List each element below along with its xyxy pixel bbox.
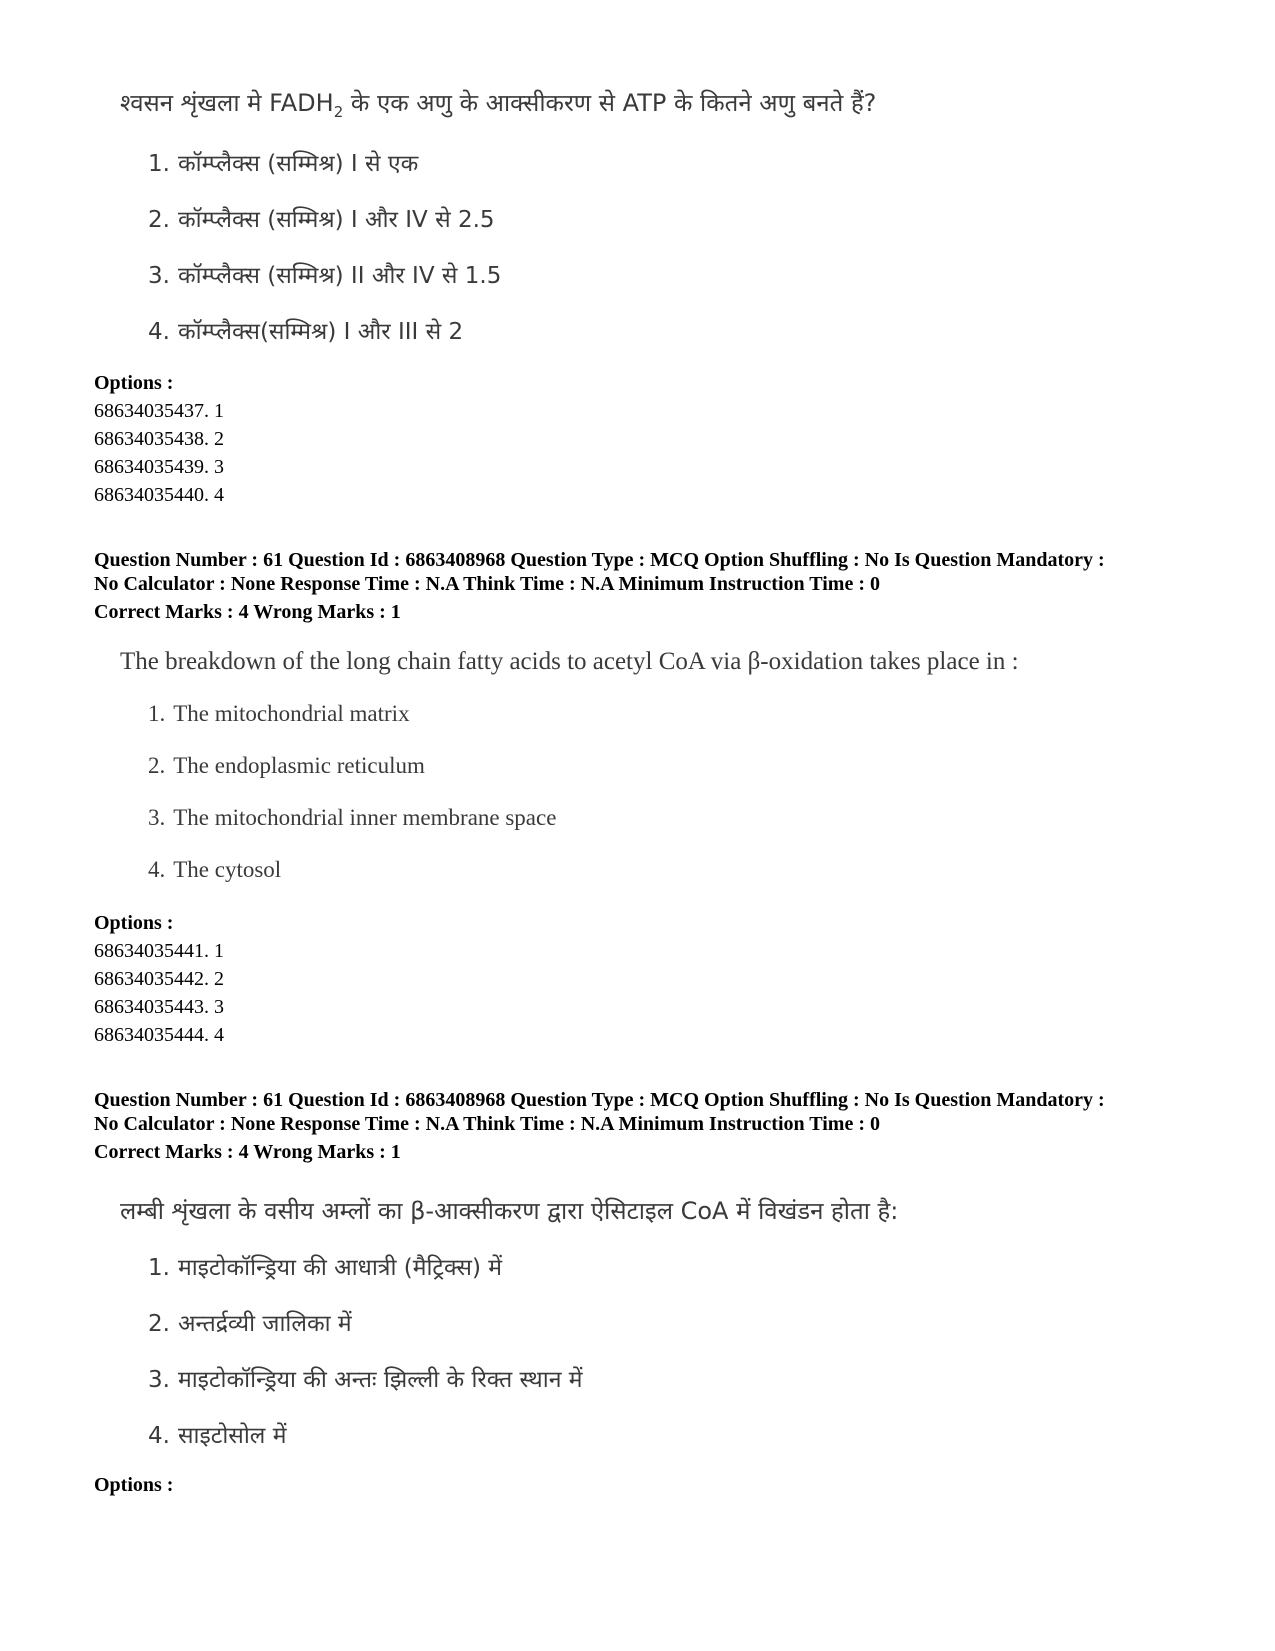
question-text: The breakdown of the long chain fatty acids to acetyl CoA via β-oxidation takes place in : (120, 648, 1019, 675)
choice-number: 2. (148, 207, 170, 233)
options-label: Options : (94, 372, 174, 394)
options-label: Options : (94, 912, 174, 934)
answer-choice (148, 701, 410, 727)
question-meta-line: Question Number : 61 Question Id : 6863408968 Question Type : MCQ Option Shuffling : No Is Question Mandatory : (94, 549, 1105, 571)
option-id: 68634035440. 4 (94, 484, 224, 506)
options-label: Options : (94, 1474, 174, 1496)
choice-text: कॉम्प्लैक्स (सम्मिश्र) I और IV से 2.5 (177, 207, 495, 233)
answer-choice (148, 1250, 502, 1282)
question-meta (94, 548, 1214, 596)
answer-choice (148, 314, 463, 346)
answer-choice (148, 1362, 583, 1394)
choice-number: 2. (148, 1311, 170, 1337)
question-meta-line: No Calculator : None Response Time : N.A Think Time : N.A Minimum Instruction Time : 0 (94, 1113, 880, 1135)
choice-text: The endoplasmic reticulum (173, 753, 425, 778)
choice-text: The mitochondrial matrix (173, 701, 410, 726)
choice-text: अन्तर्द्रव्यी जालिका में (177, 1311, 352, 1337)
choice-text: The mitochondrial inner membrane space (173, 805, 557, 830)
option-id: 68634035439. 3 (94, 456, 224, 478)
choice-text: कॉम्प्लैक्स(सम्मिश्र) I और III से 2 (177, 319, 464, 345)
option-id: 68634035441. 1 (94, 940, 224, 962)
choice-text: माइटोकॉन्ड्रिया की अन्तः झिल्ली के रिक्त स्थान में (177, 1367, 583, 1393)
choice-number: 4. (148, 1423, 170, 1449)
choice-number: 1. (148, 151, 170, 177)
question-marks: Correct Marks : 4 Wrong Marks : 1 (94, 601, 401, 623)
option-id: 68634035442. 2 (94, 968, 224, 990)
choice-text: The cytosol (173, 857, 282, 882)
choice-number: 3. (148, 805, 166, 830)
answer-choice (148, 805, 556, 831)
option-id: 68634035444. 4 (94, 1024, 224, 1046)
option-id: 68634035437. 1 (94, 400, 224, 422)
option-id: 68634035443. 3 (94, 996, 224, 1018)
answer-choice (148, 1306, 352, 1338)
answer-choice (148, 857, 281, 883)
answer-choice (148, 146, 418, 178)
subscript: 2 (333, 102, 344, 121)
choice-number: 4. (148, 319, 170, 345)
question-meta (94, 1088, 1214, 1136)
question-text-part: श्वसन शृंखला मे FADH (120, 89, 334, 117)
option-id: 68634035438. 2 (94, 428, 224, 450)
question-marks: Correct Marks : 4 Wrong Marks : 1 (94, 1141, 401, 1163)
question-text (120, 86, 876, 121)
choice-number: 3. (148, 263, 170, 289)
choice-number: 1. (148, 701, 166, 726)
choice-number: 2. (148, 753, 166, 778)
choice-number: 1. (148, 1255, 170, 1281)
answer-choice (148, 258, 501, 290)
choice-text: साइटोसोल में (177, 1423, 287, 1449)
choice-text: कॉम्प्लैक्स (सम्मिश्र) II और IV से 1.5 (177, 263, 502, 289)
answer-choice (148, 753, 425, 779)
answer-choice (148, 1418, 286, 1450)
choice-text: माइटोकॉन्ड्रिया की आधात्री (मैट्रिक्स) में (177, 1255, 502, 1281)
question-meta-line: Question Number : 61 Question Id : 6863408968 Question Type : MCQ Option Shuffling : No Is Question Mandatory : (94, 1089, 1105, 1111)
choice-text: कॉम्प्लैक्स (सम्मिश्र) I से एक (177, 151, 419, 177)
question-text: लम्बी शृंखला के वसीय अम्लों का β-आक्सीकरण द्वारा ऐसिटाइल CoA में विखंडन होता है: (120, 1197, 899, 1225)
question-meta-line: No Calculator : None Response Time : N.A Think Time : N.A Minimum Instruction Time : 0 (94, 573, 880, 595)
choice-number: 4. (148, 857, 166, 882)
answer-choice (148, 202, 495, 234)
choice-number: 3. (148, 1367, 170, 1393)
question-text-part: के एक अणु के आक्सीकरण से ATP के कितने अणु बनते हैं? (343, 89, 877, 117)
